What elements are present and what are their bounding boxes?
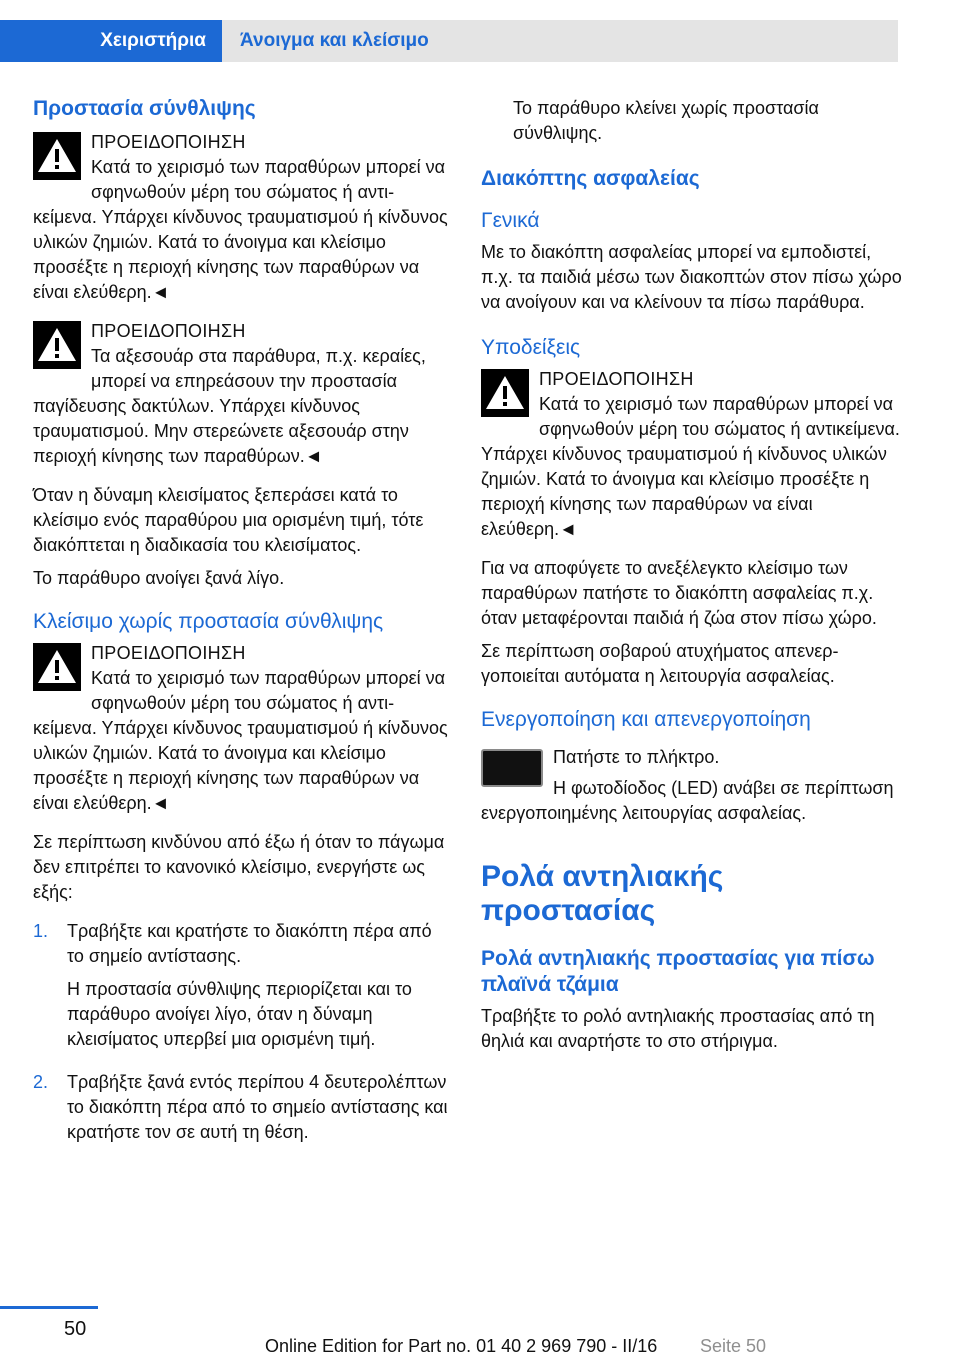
activation-block <box>481 745 905 826</box>
paragraph-danger: Σε περίπτωση κινδύνου από έξω ή όταν το πάγωμα δεν επιτρέπει το κανονικό κλείσιμο, ενεργήστε ως εξής: <box>33 832 445 902</box>
warning-icon <box>33 321 81 369</box>
warning-text: Κατά το χειρισμό των παραθύρων μπορεί να σφηνωθούν μέρη του σώματος ή αντικείμενα. Υπάρχει κίνδυνος τραυματισμού ή κίνδυνος υλικών ζημιών. Κατά το άνοιγμα και κλείσιμο προσέξτε η περιοχή κίνησης των παραθύρων να είναι ελεύθερη.◄ <box>33 157 448 302</box>
watermark: Seite 50 <box>700 1336 767 1356</box>
warning-label: ΠΡΟΕΙΔΟΠΟΙΗΣΗ <box>91 321 246 341</box>
tab-controls[interactable] <box>0 20 222 62</box>
warning-block <box>481 367 905 542</box>
heading-sunblinds: Ρολά αντηλιακής προστασίας <box>481 860 724 927</box>
page-number: 50 <box>64 1318 87 1340</box>
warning-text: Κατά το χειρισμό των παραθύρων μπορεί να σφηνωθούν μέρη του σώματος ή αντικείμενα. Υπάρχει κίνδυνος τραυματισμού ή κίνδυνος υλικών ζημιών. Κατά το άνοιγμα και κλείσιμο προσέξτε η περιοχή κίνησης των παραθύρων να είναι ελεύθερη.◄ <box>481 394 900 539</box>
list-number: 2. <box>33 1072 49 1092</box>
paragraph-window-reopens: Το παράθυρο ανοίγει ξανά λίγο. <box>33 568 285 588</box>
paragraph-led: Η φωτοδίοδος (LED) ανάβει σε περίπτωση ενεργοποιημένης λειτουργίας ασφαλείας. <box>481 778 894 823</box>
paragraph-sunblinds: Τραβήξτε το ρολό αντηλιακής προστασίας από τη θηλιά και αναρτήστε το στο στήριγμα. <box>481 1006 875 1051</box>
warning-text: Τα αξεσουάρ στα παράθυρα, π.χ. κεραίες, μπορεί να επηρεάσουν την προστασία παγίδευσης δακτύλων. Υπάρχει κίνδυνος τραυματισμού. Μην στερεώνετε αξεσουάρ στην περιοχή κίνησης των παραθύρων.◄ <box>33 346 426 466</box>
tab-opening-closing[interactable] <box>222 20 898 62</box>
paragraph-window-closes: Το παράθυρο κλείνει χωρίς προστασία σύνθλιψης. <box>513 98 819 143</box>
warning-icon <box>33 643 81 691</box>
paragraph-general: Με το διακόπτη ασφαλείας μπορεί να εμποδιστεί, π.χ. τα παιδιά μέσω των διακοπτών στον πίσω χώρο να ανοίγουν και να κλείνουν τα πίσω παράθυρα. <box>481 242 902 312</box>
safety-switch-button-icon <box>481 749 543 787</box>
warning-label: ΠΡΟΕΙΔΟΠΟΙΗΣΗ <box>91 132 246 152</box>
warning-label: ΠΡΟΕΙΔΟΠΟΙΗΣΗ <box>91 643 246 663</box>
warning-text: Κατά το χειρισμό των παραθύρων μπορεί να σφηνωθούν μέρη του σώματος ή αντικείμενα. Υπάρχει κίνδυνος τραυματισμού ή κίνδυνος υλικών ζημιών. Κατά το άνοιγμα και κλείσιμο προσέξτε η περιοχή κίνησης των παραθύρων να είναι ελεύθερη.◄ <box>33 668 448 813</box>
list-text: Τραβήξτε ξανά εντός περίπου 4 δευτερολέπτων το διακόπτη πέρα από το σημείο αντίστασης και κρατήστε τον σε αυτή τη θέση. <box>67 1072 448 1142</box>
list-item <box>33 1070 451 1153</box>
paragraph-closing-force: Όταν η δύναμη κλεισίματος ξεπεράσει κατά το κλείσιμο ενός παραθύρου μια ορισμένη τιμή, τότε διακόπτεται η διαδικασία του κλεισίματος. <box>33 485 424 555</box>
warning-icon <box>481 369 529 417</box>
list-note: Η προστασία σύνθλιψης περιορίζεται και το παράθυρο ανοίγει λίγο, όταν η δύναμη κλεισίματος υπερβεί μια ορισμένη τιμή. <box>67 979 412 1049</box>
paragraph-avoid: Για να αποφύγετε το ανεξέλεγκτο κλείσιμο των παραθύρων πατήστε το διακόπτη ασφαλείας π.χ. όταν μεταφέρονται παιδιά ή ζώα στον πίσω χώρο. <box>481 558 877 628</box>
warning-label: ΠΡΟΕΙΔΟΠΟΙΗΣΗ <box>539 369 694 389</box>
footer-divider <box>0 1306 98 1309</box>
warning-block <box>33 641 451 816</box>
edition-text: Online Edition for Part no. 01 40 2 969 790 - II/16 <box>265 1336 658 1356</box>
right-column <box>481 96 905 1066</box>
tab-opening-closing-label: Άνοιγμα και κλείσιμο <box>240 30 429 51</box>
heading-sunblinds-rear: Ρολά αντηλιακής προστασίας για πίσω πλαϊνά τζάμια <box>481 947 875 996</box>
heading-pinch-protection: Προστασία σύνθλιψης <box>33 97 256 120</box>
warning-icon <box>33 132 81 180</box>
warning-block <box>33 319 451 469</box>
list-item <box>33 919 451 1060</box>
list-number: 1. <box>33 921 49 941</box>
list-text: Τραβήξτε και κρατήστε το διακόπτη πέρα από το σημείο αντίστασης. <box>67 921 432 966</box>
heading-activation: Ενεργοποίηση και απενεργοποίηση <box>481 708 811 731</box>
heading-safety-switch: Διακόπτης ασφαλείας <box>481 167 700 190</box>
left-column <box>33 96 451 1163</box>
heading-close-without-protection: Κλείσιμο χωρίς προστασία σύνθλιψης <box>33 610 384 633</box>
heading-hints: Υποδείξεις <box>481 336 581 359</box>
paragraph-press: Πατήστε το πλήκτρο. <box>553 747 720 767</box>
paragraph-accident: Σε περίπτωση σοβαρού ατυχήματος απενεργοποιείται αυτόματα η λειτουργία ασφαλείας. <box>481 641 839 686</box>
tab-controls-label: Χειριστήρια <box>100 30 206 51</box>
heading-general: Γενικά <box>481 209 540 232</box>
warning-block <box>33 130 451 305</box>
